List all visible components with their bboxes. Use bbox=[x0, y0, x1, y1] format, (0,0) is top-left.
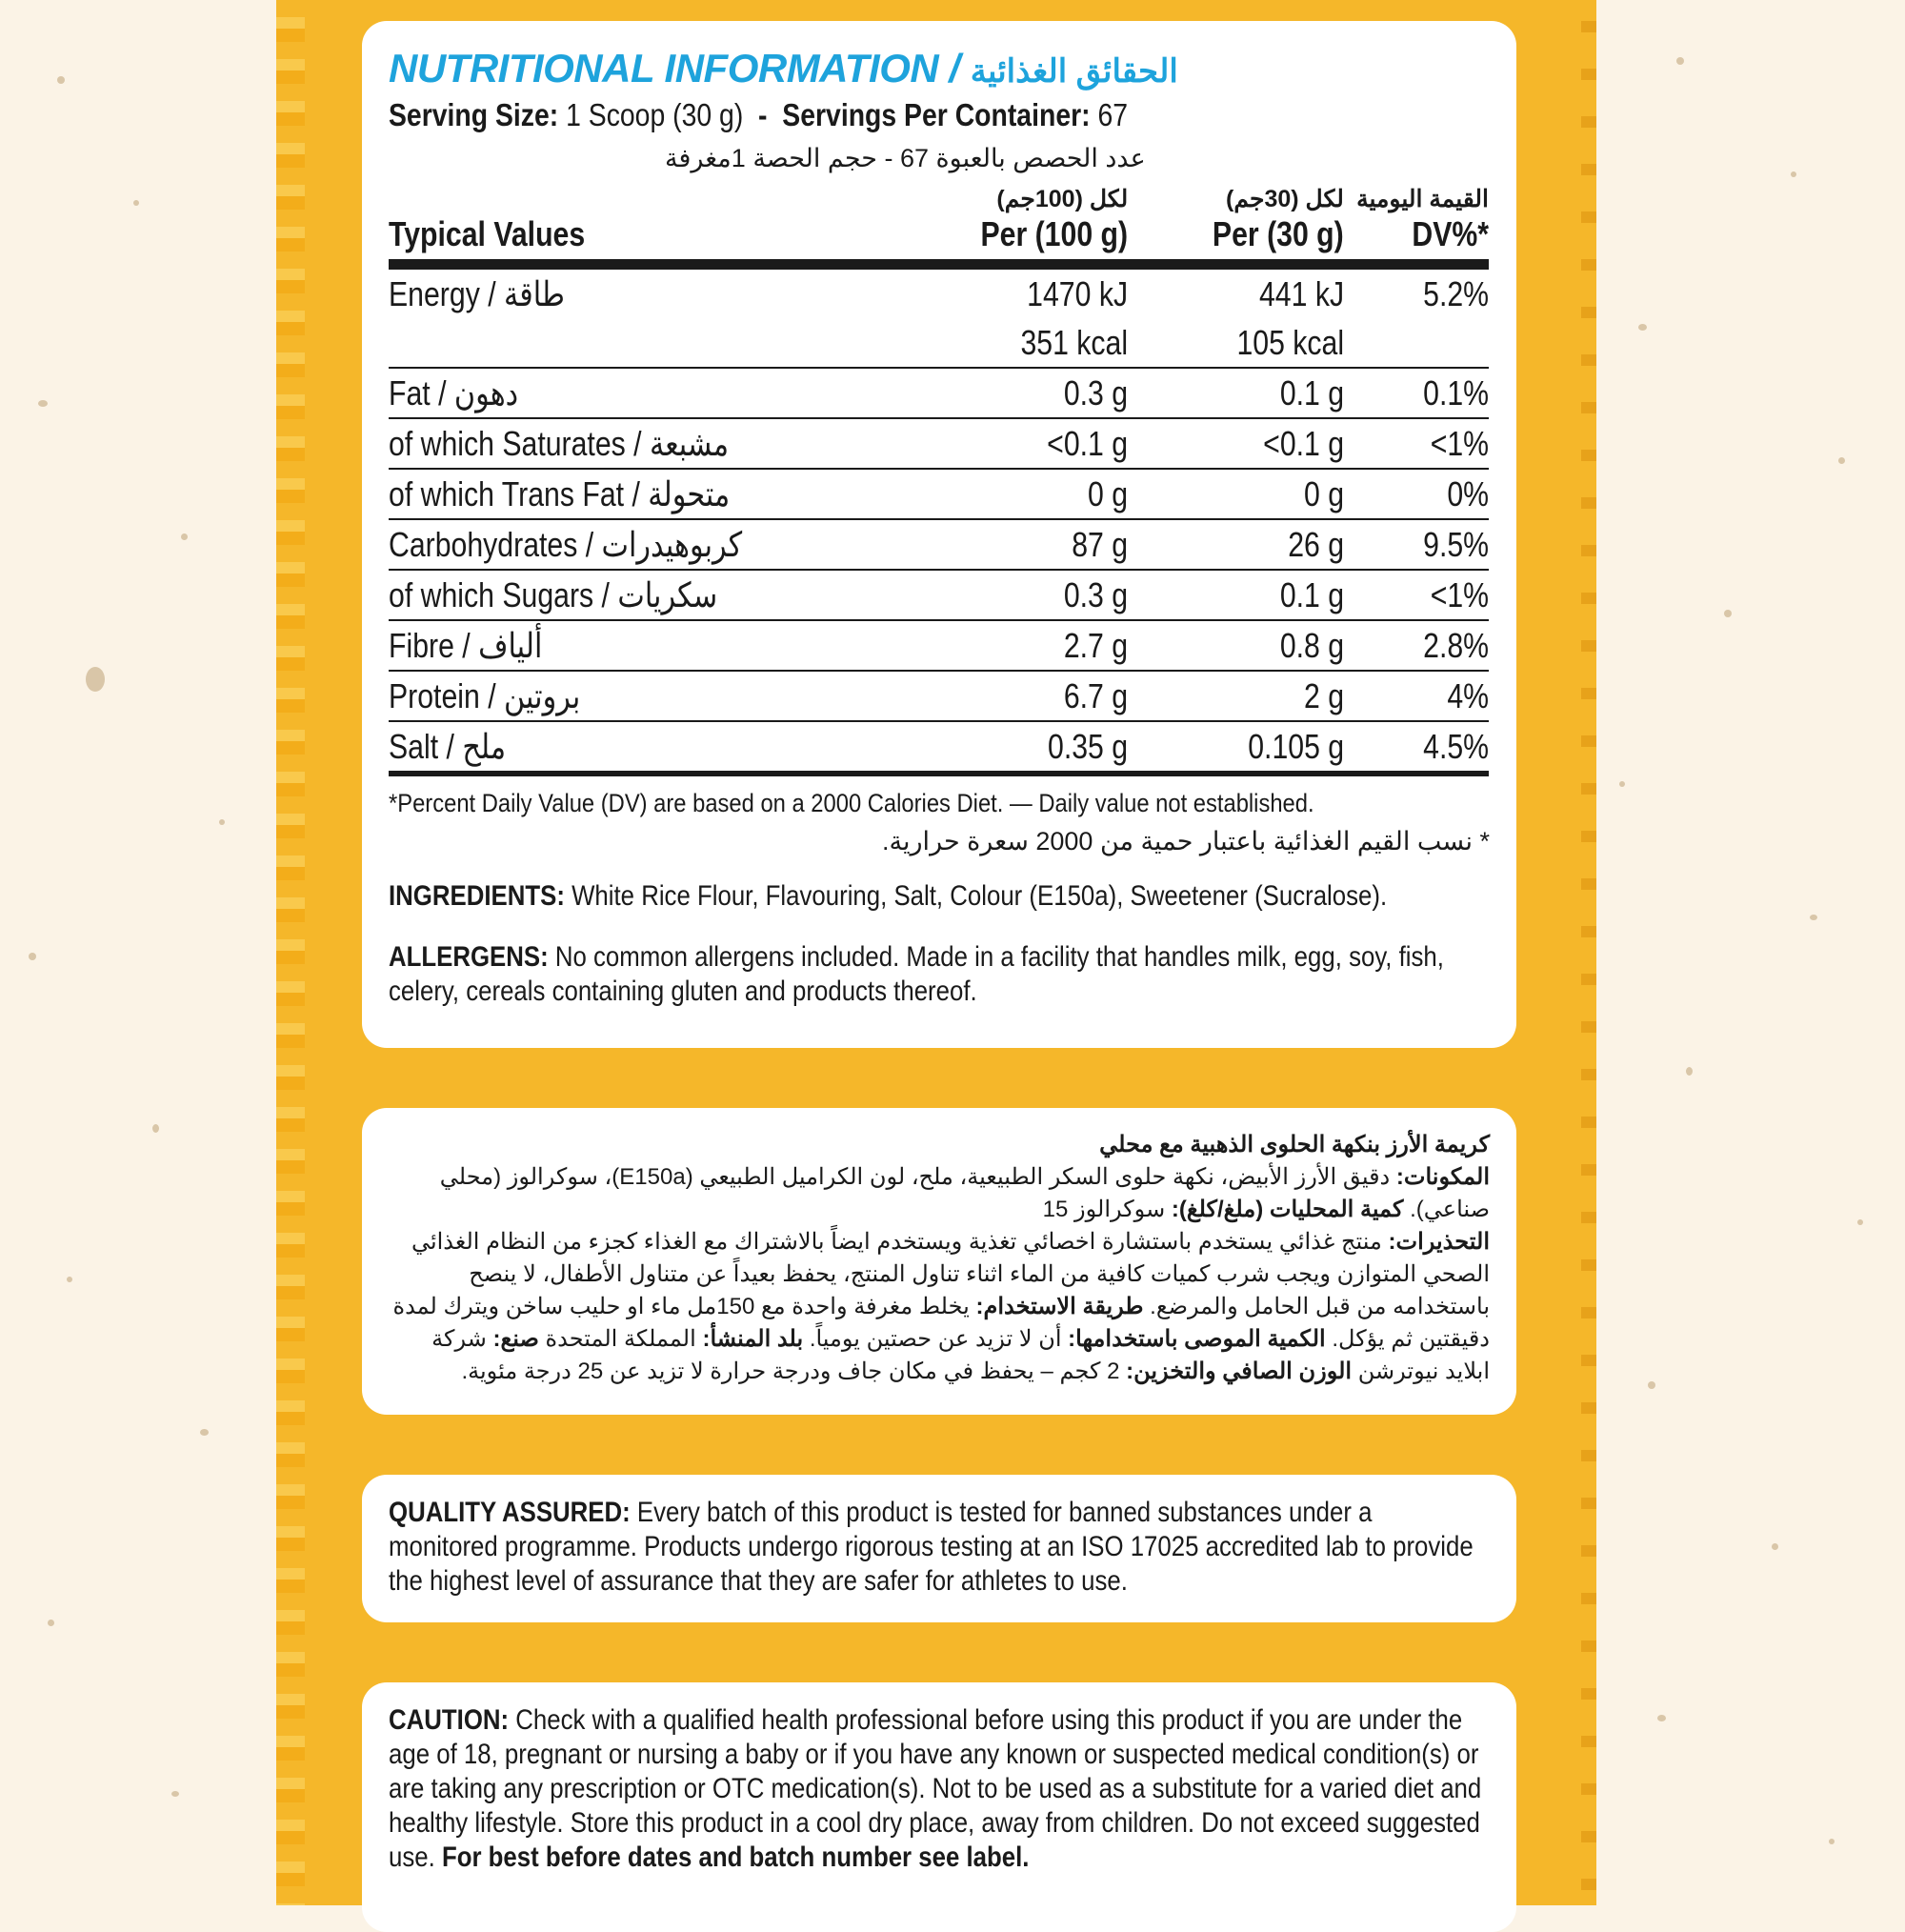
row-per-30: 0.1 g bbox=[1279, 372, 1344, 413]
arabic-usage-text: يخلط مغرفة واحدة مع 150مل ماء او حليب ساخن ويترك لمدة دقيقتين ثم يؤكل. bbox=[392, 1294, 1490, 1352]
table-row bbox=[389, 418, 1489, 469]
col-per-100 bbox=[952, 183, 1128, 265]
row-per-100: 0.35 g bbox=[1048, 726, 1129, 766]
row-dv: 5.2% bbox=[1423, 273, 1489, 313]
nutrition-panel bbox=[362, 21, 1516, 1048]
col-typical-values bbox=[389, 183, 952, 265]
nutrition-title-en: NUTRITIONAL INFORMATION / bbox=[389, 46, 960, 91]
speck bbox=[57, 76, 65, 84]
quality-label: QUALITY ASSURED: bbox=[389, 1497, 631, 1528]
row-per-30: 105 kcal bbox=[1236, 322, 1344, 362]
speck bbox=[38, 400, 48, 407]
table-row bbox=[389, 620, 1489, 671]
speck bbox=[1648, 1381, 1655, 1389]
arabic-made-label: صنع: bbox=[492, 1326, 539, 1352]
col-dv-ar: القيمة اليومية bbox=[1356, 186, 1489, 212]
speck bbox=[1724, 610, 1732, 617]
speck bbox=[1838, 457, 1845, 464]
ingredients-label: INGREDIENTS: bbox=[389, 880, 565, 912]
speck bbox=[133, 200, 139, 206]
speck bbox=[1657, 1715, 1666, 1721]
table-row bbox=[389, 469, 1489, 519]
row-dv: <1% bbox=[1430, 423, 1489, 463]
row-per-100: <0.1 g bbox=[1047, 423, 1129, 463]
row-per-100: 2.7 g bbox=[1063, 625, 1129, 665]
row-dv: 9.5% bbox=[1423, 524, 1489, 564]
speck bbox=[1686, 1067, 1693, 1076]
torn-edge-right bbox=[1581, 0, 1596, 1905]
ingredients-text: White Rice Flour, Flavouring, Salt, Colour (E150a), Sweetener (Sucralose). bbox=[564, 880, 1388, 912]
allergens-paragraph bbox=[389, 940, 1454, 1009]
table-row bbox=[389, 721, 1489, 774]
speck bbox=[48, 1620, 54, 1626]
speck bbox=[1829, 1839, 1835, 1844]
row-label: Salt / ملح bbox=[389, 726, 507, 766]
arabic-warnings-text: منتج غذائي يستخدم باستشارة اخصائي تغذية ويستخدم ايضاً بالاشتراك مع الغذاء كجزء من النظام الغذائي الصحي المتوازن ويجب شرب كميات كافية من الماء اثناء تناول المنتج، يحفظ بعيداً عن متناول الأطفال، لا ينصح باستخدامه من قبل الحامل والمرضع. bbox=[411, 1229, 1490, 1319]
arabic-warnings-label: التحذيرات: bbox=[1388, 1229, 1490, 1255]
row-dv: 4% bbox=[1447, 675, 1489, 715]
col-per-30-en: Per (30 g) bbox=[1213, 214, 1344, 253]
footnote-ar: * نسب القيم الغذائية باعتبار حمية من 2000 سعرة حرارية. bbox=[882, 827, 1490, 855]
arabic-product-title: كريمة الأرز بنكهة الحلوى الذهبية مع محلي bbox=[1099, 1132, 1490, 1157]
caution-panel bbox=[362, 1682, 1516, 1932]
arabic-ingredients-text: دقيق الأرز الأبيض، نكهة حلوى السكر الطبيعية، ملح، لون الكراميل الطبيعي (E150a)، سوكرالوز (محلي صناعي). bbox=[439, 1164, 1490, 1222]
serving-line bbox=[389, 93, 1335, 137]
speck bbox=[200, 1429, 209, 1436]
row-per-100: 0.3 g bbox=[1063, 372, 1129, 413]
arabic-sweetener-label: كمية المحليات (ملغ/كلغ): bbox=[1171, 1197, 1404, 1222]
row-per-30: 26 g bbox=[1288, 524, 1344, 564]
allergens-text: No common allergens included. Made in a facility that handles milk, egg, soy, fish, celery, cereals containing gluten and products thereof. bbox=[389, 941, 1444, 1007]
speck bbox=[1810, 915, 1817, 920]
arabic-dose-label: الكمية الموصى باستخدامها: bbox=[1068, 1326, 1326, 1352]
caution-label: CAUTION: bbox=[389, 1704, 510, 1736]
row-label: of which Sugars / سكريات bbox=[389, 574, 718, 614]
row-per-100: 351 kcal bbox=[1020, 322, 1129, 362]
col-per-30 bbox=[1128, 183, 1344, 265]
row-label: Fibre / ألياف bbox=[389, 625, 543, 665]
row-per-30: 441 kJ bbox=[1258, 273, 1344, 313]
col-per-30-ar: لكل (30جم) bbox=[1226, 186, 1344, 212]
ingredients-paragraph bbox=[389, 879, 1454, 914]
torn-edge-left bbox=[276, 0, 305, 1905]
quality-paragraph bbox=[389, 1496, 1486, 1599]
caution-paragraph bbox=[389, 1703, 1486, 1875]
table-row bbox=[389, 671, 1489, 721]
servings-per-container-label: Servings Per Container: bbox=[782, 97, 1091, 132]
arabic-origin-label: بلد المنشأ: bbox=[702, 1326, 804, 1352]
row-label: of which Saturates / مشبعة bbox=[389, 423, 730, 463]
arabic-info-panel bbox=[362, 1108, 1516, 1415]
speck bbox=[67, 1277, 72, 1282]
arabic-origin-text: المملكة المتحدة bbox=[545, 1326, 703, 1352]
row-label: Protein / بروتين bbox=[389, 675, 581, 715]
arabic-sweetener-text: سوكرالوز 15 bbox=[1042, 1197, 1172, 1222]
nutrition-table bbox=[389, 183, 1489, 776]
speck bbox=[181, 533, 188, 540]
table-row bbox=[389, 519, 1489, 570]
table-header bbox=[389, 183, 1489, 265]
nutrition-title-ar: الحقائق الغذائية bbox=[970, 53, 1178, 90]
row-per-30: 2 g bbox=[1303, 675, 1344, 715]
caution-text: Check with a qualified health professional before using this product if you are under the age of 18, pregnant or nursing a baby or if you have any known or suspected medical condition(s) or are taking any prescription or OTC medication(s). Not to be used as a substitute for a varied diet and healthy lifestyle. Store this product in a cool dry place, away from children. Do not exceed suggested use. bbox=[389, 1704, 1482, 1873]
speck bbox=[1772, 1543, 1778, 1550]
quality-text: Every batch of this product is tested for banned substances under a monitored programme. Products undergo rigorous testing at an ISO 17025 accredited lab to provide the highest level of assurance that they are safer for athletes to use. bbox=[389, 1497, 1474, 1597]
row-per-100: 0.3 g bbox=[1063, 574, 1129, 614]
row-dv: 0% bbox=[1447, 473, 1489, 513]
speck bbox=[1857, 1219, 1863, 1225]
footnote-en: *Percent Daily Value (DV) are based on a 2000 Calories Diet. — Daily value not established. bbox=[389, 789, 1314, 817]
table-row bbox=[389, 265, 1489, 319]
table-row bbox=[389, 368, 1489, 418]
row-dv: 4.5% bbox=[1423, 726, 1489, 766]
row-per-30: <0.1 g bbox=[1263, 423, 1344, 463]
arabic-ingredients-label: المكونات: bbox=[1395, 1164, 1490, 1190]
col-per-100-ar: لكل (100جم) bbox=[996, 186, 1129, 212]
speck bbox=[1791, 171, 1796, 177]
serving-separator: - bbox=[758, 97, 768, 132]
speck bbox=[171, 1791, 179, 1797]
speck bbox=[152, 1124, 159, 1133]
row-dv: <1% bbox=[1430, 574, 1489, 614]
arabic-dose-text: أن لا تزيد عن حصتين يومياً. bbox=[809, 1326, 1069, 1352]
caution-bold-text: For best before dates and batch number see label. bbox=[441, 1841, 1030, 1873]
arabic-usage-label: طريقة الاستخدام: bbox=[975, 1294, 1144, 1319]
row-label: Carbohydrates / كربوهيدرات bbox=[389, 524, 743, 564]
row-label: Energy / طاقة bbox=[389, 273, 565, 313]
speck bbox=[1638, 324, 1647, 331]
arabic-weight-label: الوزن الصافي والتخزين: bbox=[1126, 1358, 1353, 1384]
row-per-30: 0.105 g bbox=[1248, 726, 1344, 766]
row-per-30: 0.1 g bbox=[1279, 574, 1344, 614]
arabic-weight-text: 2 كجم – يحفظ في مكان جاف ودرجة حرارة لا تزيد عن 25 درجة مئوية. bbox=[461, 1358, 1127, 1384]
serving-size-label: Serving Size: bbox=[389, 97, 559, 132]
serving-line-ar: عدد الحصص بالعبوة 67 - حجم الحصة 1مغرفة bbox=[665, 144, 1146, 172]
row-per-100: 87 g bbox=[1072, 524, 1129, 564]
table-row bbox=[389, 318, 1489, 368]
table-row bbox=[389, 570, 1489, 620]
servings-per-container-value: 67 bbox=[1097, 97, 1129, 132]
speck bbox=[1676, 57, 1684, 65]
row-per-100: 0 g bbox=[1088, 473, 1129, 513]
row-label: Fat / دهون bbox=[389, 372, 519, 413]
row-dv: 2.8% bbox=[1423, 625, 1489, 665]
col-per-100-en: Per (100 g) bbox=[980, 214, 1129, 253]
col-dv-en: DV%* bbox=[1412, 214, 1489, 253]
serving-size-value: 1 Scoop (30 g) bbox=[566, 97, 744, 132]
quality-panel bbox=[362, 1475, 1516, 1622]
arabic-made-text: شركة ابلايد نيوترشن bbox=[431, 1326, 1490, 1384]
row-per-100: 1470 kJ bbox=[1027, 273, 1129, 313]
speck bbox=[29, 953, 36, 960]
row-per-30: 0 g bbox=[1303, 473, 1344, 513]
allergens-label: ALLERGENS: bbox=[389, 941, 549, 973]
row-label: of which Trans Fat / متحولة bbox=[389, 473, 731, 513]
col-typical-label: Typical Values bbox=[389, 214, 586, 253]
speck bbox=[1619, 781, 1625, 787]
row-per-30: 0.8 g bbox=[1279, 625, 1344, 665]
arabic-text-block bbox=[389, 1129, 1490, 1388]
nutrition-title bbox=[389, 44, 1490, 93]
speck bbox=[86, 667, 105, 692]
col-dv bbox=[1344, 183, 1489, 265]
row-per-100: 6.7 g bbox=[1063, 675, 1129, 715]
row-dv: 0.1% bbox=[1423, 372, 1489, 413]
speck bbox=[219, 819, 225, 825]
